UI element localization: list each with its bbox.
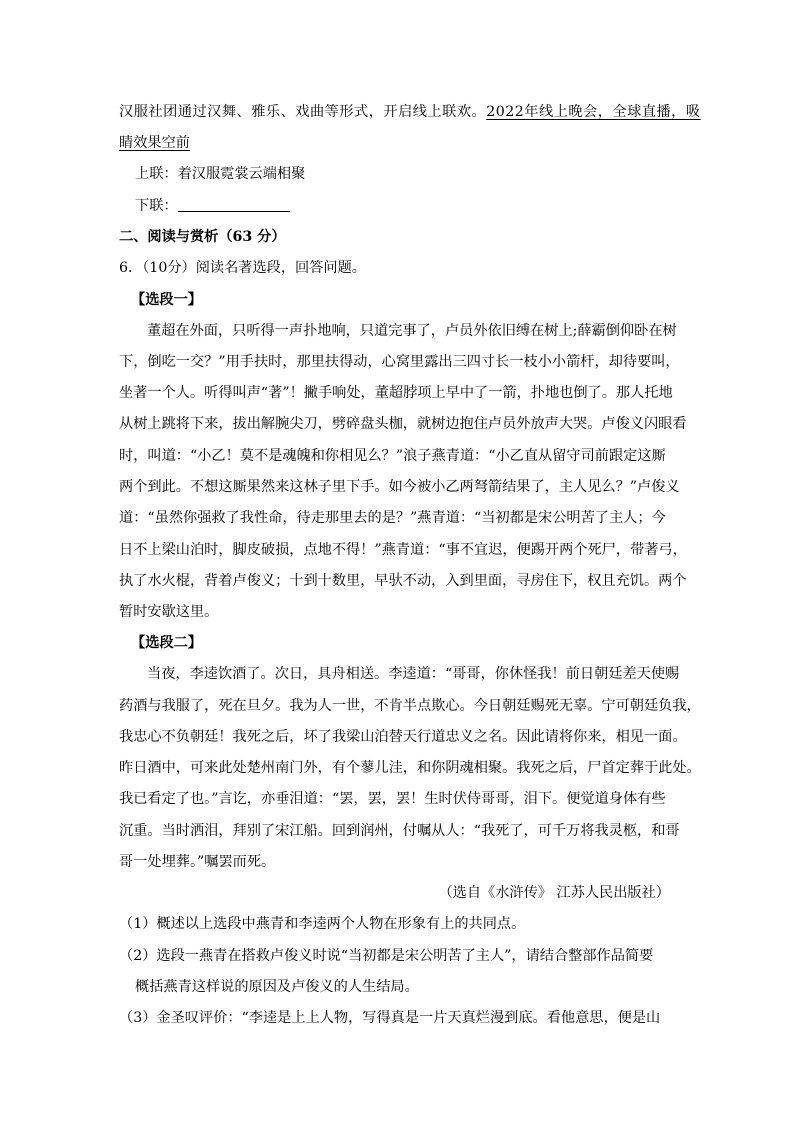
intro-underlined-text-2: 睛效果空前 (119, 135, 190, 151)
sub-question-2-cont: 概括燕青这样说的原因及卢俊义的人生结局。 (135, 979, 419, 995)
excerpt-1-line: 下，倒吃一交？”用手扶时，那里扶得动，心窝里露出三四寸长一枝小小箭杆，却待要叫， (119, 354, 680, 370)
intro-line-2 (119, 133, 679, 153)
couplet-upper: 上联：着汉服霓裳云端相聚 (135, 166, 306, 182)
excerpt-1-line: 坐著一个人。听得叫声“著”！撇手响处，董超脖项上早中了一箭，扑地也倒了。那人托地 (119, 385, 673, 401)
excerpt-1-line: 道：“虽然你强救了我性命，待走那里去的是？”燕青道：“当初都是宋公明苦了主人；今 (119, 510, 666, 526)
excerpt-1-line: 日不上梁山泊时，脚皮破损，点地不得！”燕青道：“事不宜迟，便踢开两个死尸，带著弓， (119, 542, 687, 558)
excerpt-1-line: 董超在外面，只听得一声扑地响，只道完事了，卢员外依旧缚在树上;薛霸倒仰卧在树 (147, 323, 677, 339)
sub-question-1: （1）概述以上选段中燕青和李逵两个人物在形象有上的共同点。 (119, 916, 526, 932)
excerpt-1-line: 从树上跳将下来，拔出解腕尖刀，劈碎盘头枷，就树边抱住卢员外放声大哭。卢俊义闪眼看 (119, 416, 687, 432)
intro-text: 汉服社团通过汉舞、雅乐、戏曲等形式，开启线上联欢。 (119, 104, 487, 120)
excerpt-2-line: 我已看定了也。”言讫，亦垂泪道：“罢，罢，罢！生时伏侍哥哥，泪下。便觉道身体有些 (119, 791, 666, 807)
intro-line-1 (119, 102, 701, 122)
excerpt-2-line: 我忠心不负朝廷！我死之后，坏了我梁山泊替天行道忠义之名。因此请将你来，相见一面。 (119, 729, 687, 745)
excerpt-2-label: 【选段二】 (131, 635, 202, 651)
excerpt-2-line: 当夜，李逵饮酒了。次日，具舟相送。李逵道：“哥哥，你休怪我！前日朝廷差天使赐 (147, 666, 680, 682)
intro-underlined-text: 2022年线上晚会，全球直播，吸 (486, 104, 701, 120)
answer-blank[interactable] (178, 197, 290, 212)
excerpt-2-line: 哥一处埋葬。”嘱罢而死。 (119, 854, 276, 870)
excerpt-1-label: 【选段一】 (131, 292, 202, 308)
source-citation: （选自《水浒传》 江苏人民出版社） (438, 885, 670, 901)
excerpt-2-line: 昨日酒中，可来此处楚州南门外，有个蓼儿洼，和你阴魂相聚。我死之后，尸首定葬于此处。 (119, 760, 701, 776)
excerpt-2-line: 沉重。当时洒泪，拜别了宋江船。回到润州，付嘱从人：“我死了，可千万将我灵柩，和哥 (119, 823, 680, 839)
excerpt-1-line: 执了水火棍，背着卢俊义；十到十数里，早驮不动，入到里面，寻房住下，权且充饥。两个 (119, 573, 687, 589)
sub-question-2: （2）选段一燕青在搭救卢俊义时说“当初都是宋公明苦了主人”，请结合整部作品简要 (119, 948, 654, 964)
couplet-lower-label: 下联： (135, 198, 178, 214)
question-prompt: 6．（10分）阅读名著选段，回答问题。 (119, 260, 366, 276)
couplet-lower (135, 196, 535, 216)
excerpt-1-line: 时，叫道：“小乙！莫不是魂魄和你相见么？”浪子燕青道：“小乙直从留守司前跟定这厮 (119, 448, 666, 464)
sub-question-3: （3）金圣叹评价：“李逵是上上人物，写得真是一片天真烂漫到底。看他意思，便是山 (119, 1010, 661, 1026)
excerpt-2-line: 药酒与我服了，死在旦夕。我为人一世，不肯半点欺心。今日朝廷赐死无辜。宁可朝廷负我， (119, 698, 701, 714)
excerpt-1-line: 暂时安歇这里。 (119, 604, 219, 620)
section-heading: 二、阅读与赏析（63 分） (119, 229, 286, 245)
excerpt-1-line: 两个到此。不想这厮果然来这林子里下手。如今被小乙两弩箭结果了，主人见么？”卢俊义 (119, 479, 680, 495)
